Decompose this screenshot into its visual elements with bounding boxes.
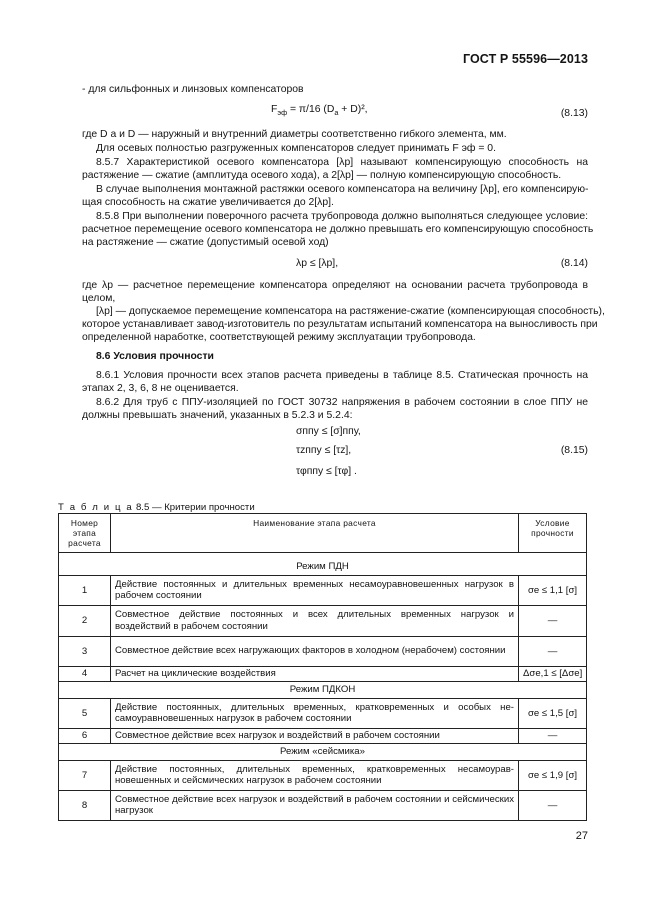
row-description: Совместное действие постоянных и всех длительных временных нагрузок и воздействий в рабочем состоянии (111, 605, 519, 636)
paragraph-where-lp-line1: где λр — расчетное перемещение компенсатора определяют на основании расчета трубопровода в (82, 280, 588, 291)
equation-number-8-13: (8.13) (560, 108, 588, 119)
table-row (59, 636, 587, 666)
equation-8-14: λр ≤ [λр], (296, 258, 339, 269)
mode-pdkon: Режим ПДКОН (59, 681, 587, 698)
mode-row-pdkon (59, 681, 587, 698)
row-description: Совместное действие всех нагружающих факторов в холодном (нерабочем) состоянии (111, 636, 519, 666)
mode-row-seismic (59, 743, 587, 760)
row-description: Действие постоянных и длительных временных несамоуравновешенных нагрузок в рабочем состоянии (111, 575, 519, 605)
table-row (59, 575, 587, 605)
table-row (59, 605, 587, 636)
table-caption (58, 502, 255, 513)
paragraph-861-line1: 8.6.1 Условия прочности всех этапов расчета приведены в таблице 8.5. Статическая прочность на (96, 370, 588, 381)
row-number: 4 (59, 666, 111, 681)
row-condition: σe ≤ 1,1 [σ] (519, 575, 587, 605)
mode-seismic: Режим «сейсмика» (59, 743, 587, 760)
table-caption-title: 8.5 — Критерии прочности (135, 502, 255, 513)
paragraph-lp-allow-line2: которое устанавливает завод-изготовитель по результатам испытаний компенсатора на выносливость при (82, 319, 598, 330)
criteria-table (58, 513, 587, 821)
paragraph-axial: Для осевых полностью разгруженных компенсаторов следует принимать F эф = 0. (96, 143, 496, 154)
eq-813-lhs: F (271, 104, 278, 115)
row-condition: σe ≤ 1,9 [σ] (519, 760, 587, 790)
paragraph-857-line2: растяжение — сжатие (амплитуда осевого хода), а 2[λр] — полную компенсирующую способность. (82, 170, 562, 181)
row-number: 1 (59, 575, 111, 605)
table-row (59, 790, 587, 820)
row-condition: — (519, 605, 587, 636)
paragraph-862-line2: должны превышать значений, указанных в 5.2.3 и 5.2.4: (82, 410, 353, 421)
row-condition: σe ≤ 1,5 [σ] (519, 698, 587, 728)
row-description: Совместное действие всех нагрузок и воздействий в рабочем состоянии (111, 728, 519, 743)
equation-8-15-line2: τzппу ≤ [τz], (296, 445, 352, 456)
table-row (59, 666, 587, 681)
equation-8-13 (271, 104, 368, 117)
table-row (59, 728, 587, 743)
paragraph-where-da: где D a и D — наружный и внутренний диаметры соответственно гибкого элемента, мм. (82, 129, 507, 140)
paragraph-mount-line2: щая способность на сжатие увеличивается до 2[λр]. (82, 197, 334, 208)
eq-813-rhs: = π/16 (D (289, 104, 335, 115)
equation-8-15-line1: σппу ≤ [σ]ппу, (296, 426, 361, 437)
row-number: 3 (59, 636, 111, 666)
paragraph-bellows: - для сильфонных и линзовых компенсаторов (82, 84, 304, 95)
eq-813-lhs-sub: эф (277, 108, 288, 118)
paragraph-858-line1: 8.5.8 При выполнении поверочного расчета трубопровода должно выполняться следующее условие: (96, 211, 588, 222)
paragraph-where-lp-line2: целом, (82, 293, 116, 304)
equation-number-8-14: (8.14) (560, 258, 588, 269)
table-row (59, 698, 587, 728)
header-condition: Условие прочности (519, 514, 587, 553)
table-header-row (59, 514, 587, 553)
row-description: Расчет на циклические воздействия (111, 666, 519, 681)
table-row (59, 760, 587, 790)
paragraph-862-line1: 8.6.2 Для труб с ППУ-изоляцией по ГОСТ 30732 напряжения в рабочем состоянии в слое ППУ не (96, 397, 588, 408)
paragraph-858-line2: расчетное перемещение осевого компенсатора не должно превышать его компенсирующую способность (82, 224, 594, 235)
row-condition: — (519, 790, 587, 820)
paragraph-lp-allow-line1: [λр] — допускаемое перемещение компенсатора на растяжение-сжатие (компенсирующая способность), (96, 306, 605, 317)
row-condition: — (519, 636, 587, 666)
mode-row-pdn (59, 559, 587, 576)
eq-813-rhs-tail: + D)², (341, 104, 368, 115)
row-number: 2 (59, 605, 111, 636)
section-heading-8-6: 8.6 Условия прочности (96, 351, 214, 362)
paragraph-lp-allow-line3: определенной наработке, соответствующей режиму эксплуатации трубопровода. (82, 332, 476, 343)
row-number: 7 (59, 760, 111, 790)
row-number: 5 (59, 698, 111, 728)
page-number: 27 (575, 830, 588, 842)
header-stage-number: Номер этапа расчета (59, 514, 111, 553)
paragraph-mount-line1: В случае выполнения монтажной растяжки осевого компенсатора на величину [λр], его компенсирую- (96, 184, 589, 195)
table-caption-prefix: Т а б л и ц а (58, 502, 134, 513)
paragraph-861-line2: этапах 2, 3, 6, 8 не оценивается. (82, 383, 239, 394)
row-condition: — (519, 728, 587, 743)
paragraph-858-line3: на растяжение — сжатие (допустимый осевой ход) (82, 237, 329, 248)
document-header: ГОСТ Р 55596—2013 (462, 52, 588, 66)
equation-8-15-line3: τφппу ≤ [τφ] . (296, 466, 357, 477)
header-stage-name: Наименование этапа расчета (111, 514, 519, 553)
eq-813-rhs-sub: a (334, 108, 339, 118)
row-description: Действие постоянных, длительных временных, кратковременных и особых не-самоуравновешенных нагрузок в рабочем состоянии (111, 698, 519, 728)
row-description: Совместное действие всех нагрузок и воздействий в рабочем состоянии и сейсмических нагрузок (111, 790, 519, 820)
row-description: Действие постоянных, длительных временных, кратковременных несамоурав-новешенных и сейсмических нагрузок в рабочем состоянии (111, 760, 519, 790)
equation-number-8-15: (8.15) (560, 445, 588, 456)
paragraph-857-line1: 8.5.7 Характеристикой осевого компенсатора [λр] называют компенсирующую способность на (96, 157, 588, 168)
row-number: 6 (59, 728, 111, 743)
row-number: 8 (59, 790, 111, 820)
row-condition: Δσe,1 ≤ [Δσe] (519, 666, 587, 681)
mode-pdn: Режим ПДН (59, 559, 587, 576)
